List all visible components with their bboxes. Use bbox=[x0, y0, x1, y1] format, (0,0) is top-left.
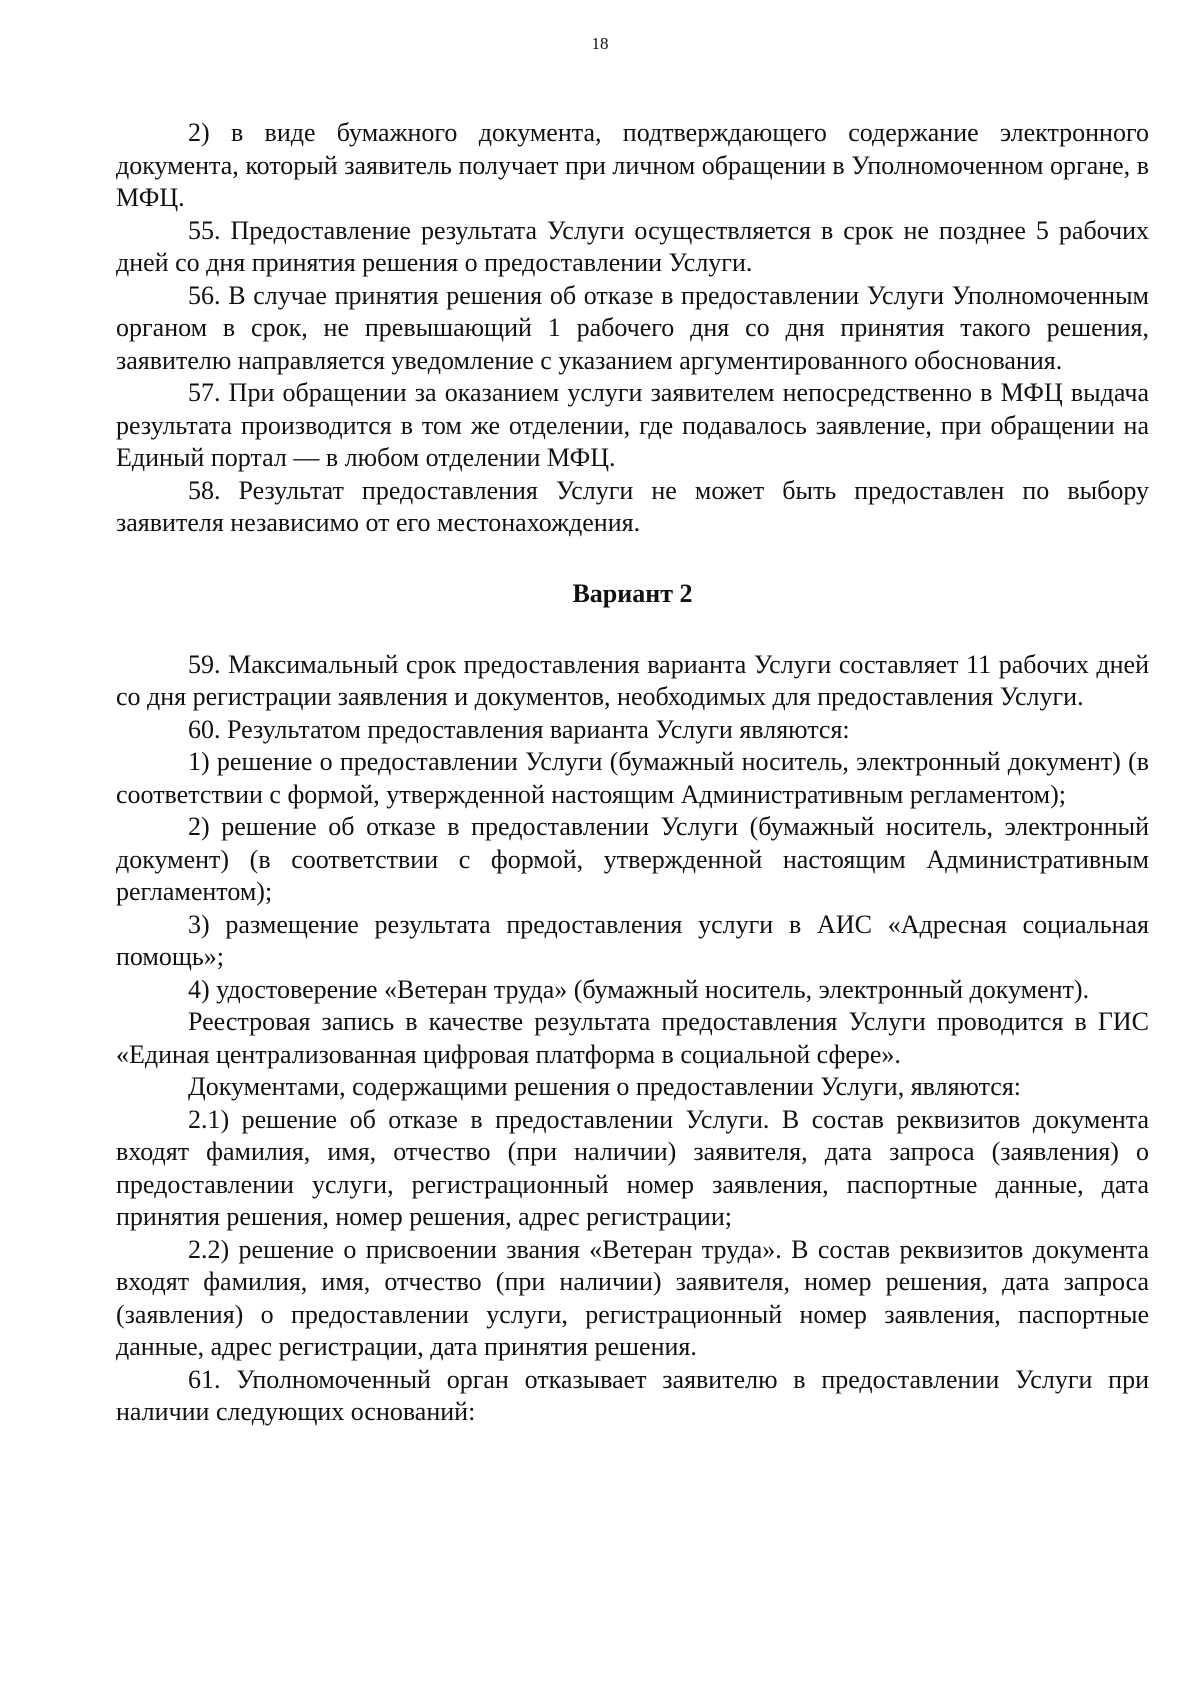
list-item-3: 3) размещение результата предоставления услуги в АИС «Адресная социальная помощь»; bbox=[116, 909, 1149, 971]
paragraph-registry-record: Реестровая запись в качестве результата предоставления Услуги проводится в ГИС «Единая централизованная цифровая платформа в социальной сфере». bbox=[116, 1007, 1149, 1069]
paragraph-58: 58. Результат предоставления Услуги не может быть предоставлен по выбору заявителя независимо от его местонахождения. bbox=[116, 475, 1149, 537]
paragraph-61: 61. Уполномоченный орган отказывает заявителю в предоставлении Услуги при наличии следующих оснований: bbox=[116, 1364, 1149, 1426]
paragraph-59: 59. Максимальный срок предоставления варианта Услуги составляет 11 рабочих дней со дня регистрации заявления и документов, необходимых для предоставления Услуги. bbox=[116, 649, 1149, 711]
paragraph-57: 57. При обращении за оказанием услуги заявителем непосредственно в МФЦ выдача результата производится в том же отделении, где подавалось заявление, при обращении на Единый портал — в любом отделении МФЦ. bbox=[116, 378, 1149, 472]
paragraph-55: 55. Предоставление результата Услуги осуществляется в срок не позднее 5 рабочих дней со дня принятия решения о предоставлении Услуги. bbox=[116, 215, 1149, 277]
section-heading: Вариант 2 bbox=[572, 578, 693, 608]
document-body bbox=[116, 117, 1149, 1429]
list-item-2-2: 2.2) решение о присвоении звания «Ветеран труда». В состав реквизитов документа входят фамилия, имя, отчество (при наличии) заявителя, номер решения, дата запроса (заявления) о предоставлении услуги, регистрационный номер заявления, паспортные данные, адрес регистрации, дата принятия решения. bbox=[116, 1234, 1149, 1361]
list-item-1: 1) решение о предоставлении Услуги (бумажный носитель, электронный документ) (в соответствии с формой, утвержденной настоящим Административным регламентом); bbox=[116, 747, 1149, 809]
list-item-4: 4) удостоверение «Ветеран труда» (бумажный носитель, электронный документ). bbox=[188, 974, 1090, 1004]
paragraph-item-2-electronic: 2) в виде бумажного документа, подтверждающего содержание электронного документа, который заявитель получает при личном обращении в Уполномоченном органе, в МФЦ. bbox=[116, 118, 1149, 212]
paragraph-56: 56. В случае принятия решения об отказе в предоставлении Услуги Уполномоченным органом в срок, не превышающий 1 рабочего дня со дня принятия такого решения, заявителю направляется уведомление с указанием аргументированного обоснования. bbox=[116, 280, 1149, 375]
list-item-2-1: 2.1) решение об отказе в предоставлении Услуги. В состав реквизитов документа входят фамилия, имя, отчество (при наличии) заявителя, дата запроса (заявления) о предоставлении услуги, регистрационный номер заявления, паспортные данные, дата принятия решения, номер решения, адрес регистрации; bbox=[116, 1104, 1149, 1231]
page-number: 18 bbox=[591, 34, 609, 53]
paragraph-documents-intro: Документами, содержащими решения о предоставлении Услуги, являются: bbox=[188, 1072, 1022, 1101]
paragraph-60: 60. Результатом предоставления варианта Услуги являются: bbox=[188, 714, 850, 744]
list-item-2: 2) решение об отказе в предоставлении Услуги (бумажный носитель, электронный документ) (в соответствии с формой, утвержденной настоящим Административным регламентом); bbox=[116, 812, 1149, 906]
